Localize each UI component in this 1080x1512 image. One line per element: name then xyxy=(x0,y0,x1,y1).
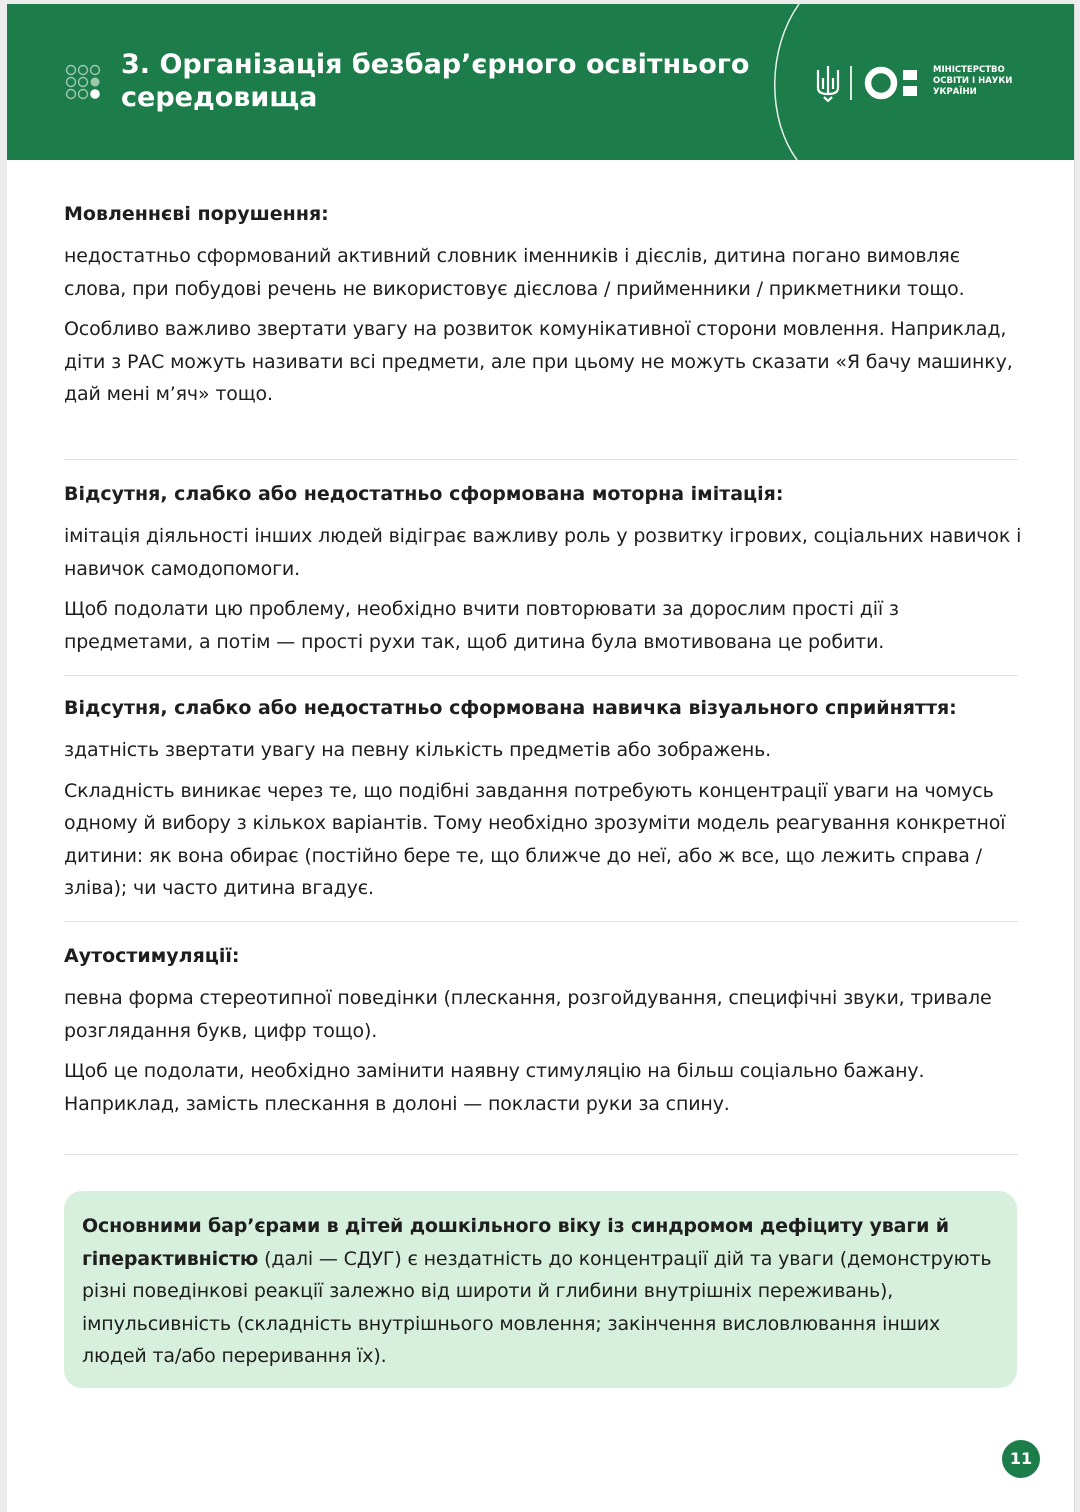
ministry-line: МІНІСТЕРСТВО xyxy=(933,65,1005,75)
section-visual-perception xyxy=(64,696,1024,913)
callout-bold-text: Основними бар’єрами в дітей дошкільного віку із синдромом дефіциту уваги й гіперактивністю xyxy=(82,1215,949,1270)
section-divider xyxy=(64,675,1018,676)
section-speech xyxy=(64,202,1024,419)
section-divider xyxy=(64,1154,1018,1155)
section-paragraph: недостатньо сформований активний словник іменників і дієслів, дитина погано вимовляє слова, при побудові речень не використовує дієслова / прийменники / прикметники тощо. xyxy=(64,245,965,300)
section-autostimulation xyxy=(64,944,1024,1128)
page-header xyxy=(7,4,1074,160)
ministry-name xyxy=(933,65,1033,98)
section-paragraph: Щоб подолати цю проблему, необхідно вчити повторювати за дорослим прості дії з предметами, а потім — прості рухи так, щоб дитина була вмотивована це робити. xyxy=(64,598,899,653)
page-number: 11 xyxy=(1002,1440,1040,1478)
section-heading: Відсутня, слабко або недостатньо сформована моторна імітація: xyxy=(64,483,784,505)
dots-icon xyxy=(63,62,107,106)
section-divider xyxy=(64,459,1018,460)
callout-body-text: (далі — СДУГ) є нездатність до концентрації дій та уваги (демонструють різні поведінкові реакції залежно від широти й глибини внутрішніх переживань), імпульсивність (складність внутрішнього мовлення; закінчення висловлювання інших людей та/або переривання їх). xyxy=(82,1247,992,1367)
header-separator xyxy=(850,66,852,100)
adhd-callout-box xyxy=(64,1191,1017,1388)
trident-icon xyxy=(815,64,841,102)
page-title: 3. Організація безбар’єрного освітнього середовища xyxy=(121,49,750,113)
callout-text xyxy=(82,1210,1002,1373)
section-motor-imitation xyxy=(64,482,1024,666)
section-heading: Відсутня, слабко або недостатньо сформована навичка візуального сприйняття: xyxy=(64,697,957,719)
document-page xyxy=(7,4,1075,1512)
section-heading: Аутостимуляції: xyxy=(64,945,240,967)
section-paragraph: імітація діяльності інших людей відіграє важливу роль у розвитку ігрових, соціальних навичок і навичок самодопомоги. xyxy=(64,525,1022,580)
section-paragraph: Щоб це подолати, необхідно замінити наявну стимуляцію на більш соціально бажану. Наприклад, замість плескання в долоні — покласти руки за спину. xyxy=(64,1060,925,1115)
ministry-line: ОСВІТИ І НАУКИ xyxy=(933,76,1013,86)
moe-logo-icon xyxy=(863,64,927,102)
section-paragraph: Особливо важливо звертати увагу на розвиток комунікативної сторони мовлення. Наприклад, діти з РАС можуть називати всі предмети, але при цьому не можуть сказати «Я бачу машинку, дай мені м’яч» тощо. xyxy=(64,318,1013,405)
section-paragraph: Складність виникає через те, що подібні завдання потребують концентрації уваги на чомусь одному й вибору з кількох варіантів. Тому необхідно зрозуміти модель реагування конкретної дитини: як вона обирає (постійно бере те, що ближче до неї, або ж все, що лежить справа / зліва); чи часто дитина вгадує. xyxy=(64,779,1006,899)
section-divider xyxy=(64,921,1018,922)
section-paragraph: певна форма стереотипної поведінки (плескання, розгойдування, специфічні звуки, тривале розглядання букв, цифр тощо). xyxy=(64,987,992,1042)
section-paragraph: здатність звертати увагу на певну кількість предметів або зображень. xyxy=(64,739,772,761)
section-heading: Мовленнєві порушення: xyxy=(64,203,329,225)
ministry-line: УКРАЇНИ xyxy=(933,87,977,97)
